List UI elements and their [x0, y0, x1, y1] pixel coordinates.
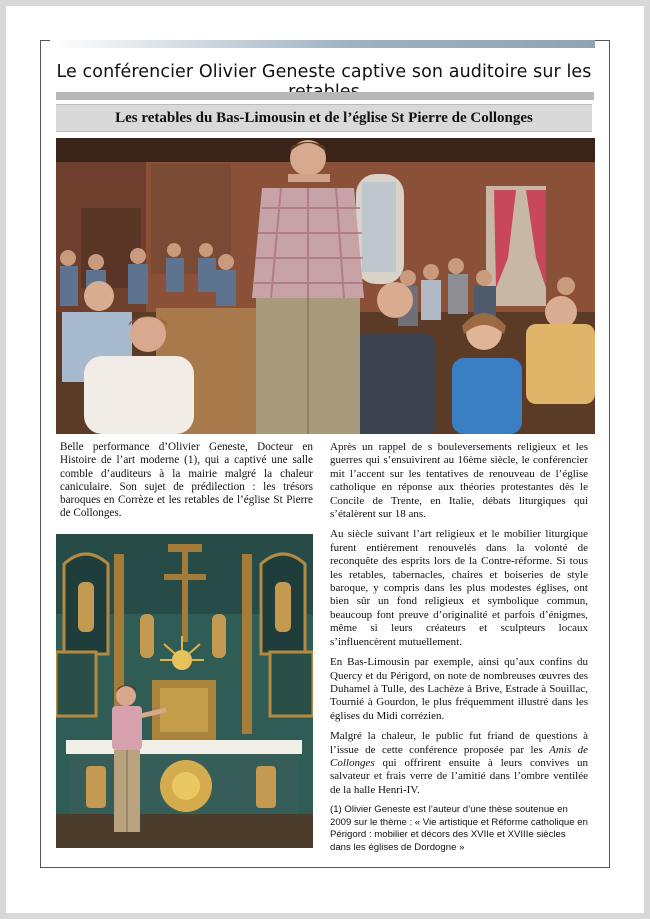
- body-paragraph-1: Après un rappel de s bouleversements religieux et les guerres qui s’ensuivirent au 16ème siècle, le conférencier mit l’accent sur les tentatives de renouveau de l’église catholique en réponse aux théories protestantes dès le Concile de Trente, en Italie, débats liturgiques qui s’étalèrent sur 18 ans.: [330, 441, 588, 521]
- article-headline: Le conférencier Olivier Geneste captive son auditoire sur les: [56, 62, 592, 82]
- altarpiece-illustration: [56, 534, 313, 848]
- decorative-divider: [56, 92, 594, 100]
- intro-paragraph: Belle performance d’Olivier Geneste, Docteur en Histoire de l’art moderne (1), qui a captivé une salle comble d’auditeurs à la mairie malgré la chaleur caniculaire. Son sujet de prédilection : les trésors baroques en Corrèze et les retables de l’église St Pierre de Collonges.: [60, 441, 313, 520]
- decorative-top-bar: [50, 40, 595, 48]
- altarpiece-photo: [56, 534, 313, 848]
- organizer-name: Amis de Collonges: [330, 743, 588, 769]
- body-paragraph-2: Au siècle suivant l’art religieux et le mobilier liturgique furent entièrement renouvelés dans la volonté de reconquête des esprits lors de la Contre-réforme. Si tous les retables, tabernacles, chaires et boiseries de style baroque, y compris dans les plus modestes églises, ont bien sûr un fond religieux et symbolique commun, beaucoup font preuve d’originalité et parfois d’énigmes, même si leurs créateurs et sculpteurs locaux s’influencèrent mutuellement.: [330, 528, 588, 648]
- article-body: [330, 441, 588, 862]
- audience-photo-illustration: [56, 138, 595, 434]
- body-paragraph-3: En Bas-Limousin par exemple, ainsi qu’aux confins du Quercy et du Périgord, on note de nombreuses œuvres des Duhamel à Tulle, des Lachèze à Brive, Estrade à Souillac, Tournié à Gourdon, le plus fréquemment illustré dans les églises du Midi corrézien.: [330, 656, 588, 722]
- paragraph-4-end: qui offrirent ensuite à leurs convives un salvateur et frais verre de l’amitié dans l’ombre ventilée de la halle Henri-IV.: [330, 756, 588, 796]
- paragraph-4-start: Malgré la chaleur, le public fut friand de questions à l’issue de cette conférence proposée par les: [330, 730, 588, 756]
- body-paragraph-4: [330, 730, 588, 797]
- conference-audience-photo: [56, 138, 595, 434]
- section-title: Les retables du Bas-Limousin et de l’église St Pierre de Collonges: [56, 104, 592, 132]
- footnote: (1) Olivier Geneste est l’auteur d’une thèse soutenue en 2009 sur le thème : « Vie artistique et Réforme catholique en Périgord : mobilier et décors des XVIIe et XVIIIe siècles dans les églises de Dordogne »: [330, 804, 588, 853]
